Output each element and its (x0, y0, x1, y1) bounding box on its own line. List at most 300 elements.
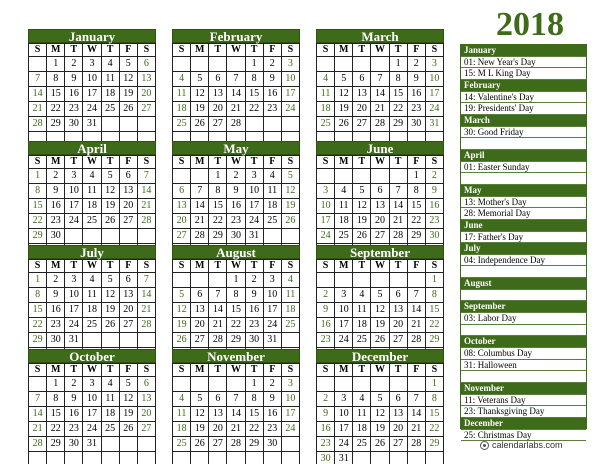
day-cell: 16 (65, 87, 83, 102)
day-cell: 7 (407, 288, 425, 303)
day-cell: 15 (389, 87, 407, 102)
weekday-header: W (227, 156, 245, 169)
month-name: September (316, 245, 444, 259)
calendarlabs-logo-icon (480, 441, 489, 450)
day-cell: 11 (173, 407, 191, 422)
day-cell: 16 (263, 87, 281, 102)
day-cell (119, 437, 137, 452)
day-cell (353, 452, 371, 464)
day-cell: 21 (137, 199, 155, 214)
week-row (317, 169, 444, 184)
day-cell: 5 (281, 169, 299, 184)
day-cell: 16 (425, 199, 443, 214)
day-cell: 17 (83, 407, 101, 422)
day-cell (119, 333, 137, 348)
day-cell (389, 273, 407, 288)
day-cell (101, 117, 119, 132)
day-cell: 28 (137, 214, 155, 229)
day-cell: 20 (137, 407, 155, 422)
day-cell: 16 (263, 407, 281, 422)
day-cell: 11 (83, 184, 101, 199)
weekday-header: T (65, 44, 83, 57)
weekday-header: M (335, 364, 353, 377)
weekday-header: T (353, 260, 371, 273)
week-row (173, 318, 300, 333)
day-cell (281, 229, 299, 244)
day-cell: 4 (173, 72, 191, 87)
week-row (173, 72, 300, 87)
week-row (173, 273, 300, 288)
day-cell (29, 57, 47, 72)
day-cell: 27 (137, 422, 155, 437)
week-row (317, 422, 444, 437)
day-cell: 24 (245, 214, 263, 229)
day-cell: 15 (227, 303, 245, 318)
week-row (29, 169, 156, 184)
day-cell: 28 (407, 333, 425, 348)
day-cell: 5 (191, 392, 209, 407)
weekday-header: F (407, 156, 425, 169)
day-cell: 21 (407, 422, 425, 437)
holiday-month-header: July (461, 243, 586, 255)
day-cell: 23 (47, 214, 65, 229)
day-cell: 29 (407, 229, 425, 244)
day-cell: 22 (227, 318, 245, 333)
day-cell: 13 (209, 407, 227, 422)
day-cell: 17 (65, 199, 83, 214)
weekday-header: T (101, 44, 119, 57)
weekday-header: T (353, 44, 371, 57)
day-cell: 20 (389, 422, 407, 437)
day-cell: 2 (245, 273, 263, 288)
month-may (172, 141, 300, 259)
day-cell: 26 (191, 437, 209, 452)
day-cell: 4 (353, 288, 371, 303)
day-cell: 29 (227, 333, 245, 348)
day-cell: 29 (245, 437, 263, 452)
day-cell: 13 (353, 87, 371, 102)
day-cell: 17 (335, 318, 353, 333)
day-cell: 26 (173, 333, 191, 348)
day-cell: 23 (407, 102, 425, 117)
weekday-header: S (425, 44, 443, 57)
day-cell: 27 (353, 117, 371, 132)
day-cell: 31 (425, 117, 443, 132)
month-name: November (172, 349, 300, 363)
day-cell: 21 (137, 303, 155, 318)
day-cell: 14 (227, 407, 245, 422)
day-cell (371, 273, 389, 288)
day-cell: 3 (317, 184, 335, 199)
weekday-header: M (47, 156, 65, 169)
weekday-header: T (209, 44, 227, 57)
day-cell: 8 (425, 288, 443, 303)
day-cell: 1 (209, 169, 227, 184)
day-cell (83, 333, 101, 348)
day-cell: 20 (209, 102, 227, 117)
day-cell: 12 (371, 407, 389, 422)
day-cell: 12 (335, 87, 353, 102)
day-cell: 18 (173, 422, 191, 437)
day-cell: 29 (425, 333, 443, 348)
holiday-entry: 25: Christmas Day (461, 430, 586, 442)
day-cell (65, 452, 83, 464)
week-row (317, 273, 444, 288)
day-cell (263, 117, 281, 132)
day-cell: 6 (209, 72, 227, 87)
day-cell: 28 (371, 117, 389, 132)
day-cell (227, 57, 245, 72)
day-cell (173, 57, 191, 72)
day-cell: 21 (407, 318, 425, 333)
day-cell: 4 (101, 57, 119, 72)
day-cell (389, 377, 407, 392)
day-cell: 18 (353, 318, 371, 333)
weekday-header: F (263, 44, 281, 57)
day-cell: 7 (191, 184, 209, 199)
day-cell: 13 (209, 87, 227, 102)
day-cell: 4 (335, 184, 353, 199)
day-cell: 15 (425, 407, 443, 422)
day-cell: 17 (263, 303, 281, 318)
day-cell: 26 (119, 422, 137, 437)
month-february (172, 29, 300, 147)
day-cell: 19 (119, 407, 137, 422)
month-name: March (316, 29, 444, 43)
day-cell: 6 (209, 392, 227, 407)
week-row (29, 437, 156, 452)
day-cell: 16 (245, 303, 263, 318)
day-cell (353, 57, 371, 72)
day-cell: 13 (119, 184, 137, 199)
day-cell: 2 (317, 288, 335, 303)
week-row (317, 288, 444, 303)
week-row (29, 273, 156, 288)
day-cell: 18 (101, 407, 119, 422)
day-cell: 1 (425, 377, 443, 392)
day-cell: 22 (425, 422, 443, 437)
day-cell: 22 (425, 318, 443, 333)
day-cell: 25 (83, 318, 101, 333)
day-cell: 15 (47, 407, 65, 422)
day-cell: 9 (47, 288, 65, 303)
day-cell: 7 (227, 72, 245, 87)
day-cell: 7 (137, 169, 155, 184)
day-cell (173, 377, 191, 392)
day-cell: 25 (83, 214, 101, 229)
day-cell: 23 (65, 102, 83, 117)
day-cell: 31 (83, 437, 101, 452)
day-cell: 21 (209, 318, 227, 333)
week-row (317, 57, 444, 72)
day-cell: 30 (245, 333, 263, 348)
day-cell: 23 (425, 214, 443, 229)
day-cell (191, 273, 209, 288)
day-cell: 3 (263, 273, 281, 288)
day-cell: 29 (47, 437, 65, 452)
day-cell: 30 (65, 437, 83, 452)
holiday-entry: 19: Presidents' Day (461, 103, 586, 115)
day-cell: 6 (371, 184, 389, 199)
day-cell: 25 (281, 318, 299, 333)
day-cell: 9 (317, 407, 335, 422)
day-cell (101, 437, 119, 452)
day-cell: 14 (209, 303, 227, 318)
weekday-header: S (281, 44, 299, 57)
week-row (317, 117, 444, 132)
day-cell: 19 (191, 422, 209, 437)
weekday-header: S (29, 156, 47, 169)
day-cell: 3 (425, 57, 443, 72)
day-cell: 18 (353, 422, 371, 437)
holiday-month-header: August (461, 278, 586, 290)
weekday-header: T (245, 364, 263, 377)
day-cell: 22 (245, 422, 263, 437)
day-cell: 28 (29, 117, 47, 132)
day-cell: 10 (65, 184, 83, 199)
day-cell: 4 (101, 377, 119, 392)
month-table (316, 43, 444, 147)
day-cell (119, 452, 137, 464)
month-table (316, 155, 444, 259)
day-cell: 10 (65, 288, 83, 303)
day-cell: 8 (389, 72, 407, 87)
month-table (172, 363, 300, 464)
day-cell (353, 377, 371, 392)
week-row (173, 333, 300, 348)
week-row (173, 422, 300, 437)
day-cell: 5 (353, 184, 371, 199)
day-cell: 25 (263, 214, 281, 229)
day-cell: 14 (227, 87, 245, 102)
day-cell: 15 (29, 199, 47, 214)
day-cell: 11 (101, 72, 119, 87)
day-cell: 2 (263, 377, 281, 392)
day-cell: 3 (83, 377, 101, 392)
month-october (28, 349, 156, 464)
month-table (172, 155, 300, 259)
week-row (29, 452, 156, 464)
weekday-header: T (245, 44, 263, 57)
week-row (29, 229, 156, 244)
day-cell: 18 (281, 303, 299, 318)
day-cell: 11 (173, 87, 191, 102)
month-june (316, 141, 444, 259)
holiday-entry: 11: Veterans Day (461, 395, 586, 407)
day-cell: 26 (119, 102, 137, 117)
day-cell: 19 (101, 303, 119, 318)
day-cell: 3 (335, 288, 353, 303)
day-cell (263, 229, 281, 244)
weekday-header: S (281, 364, 299, 377)
week-row (29, 303, 156, 318)
day-cell: 4 (173, 392, 191, 407)
day-cell (335, 57, 353, 72)
month-november (172, 349, 300, 464)
footer-credit[interactable] (480, 440, 563, 450)
week-row (173, 184, 300, 199)
day-cell: 11 (335, 199, 353, 214)
day-cell: 27 (191, 333, 209, 348)
day-cell: 15 (209, 199, 227, 214)
day-cell: 7 (29, 72, 47, 87)
weekday-header: T (101, 364, 119, 377)
day-cell: 21 (191, 214, 209, 229)
day-cell: 2 (65, 57, 83, 72)
day-cell: 8 (407, 184, 425, 199)
day-cell: 28 (209, 333, 227, 348)
day-cell: 20 (353, 102, 371, 117)
day-cell: 2 (227, 169, 245, 184)
week-row (29, 214, 156, 229)
week-row (29, 87, 156, 102)
day-cell: 10 (281, 72, 299, 87)
holiday-entry: 08: Columbus Day (461, 348, 586, 360)
day-cell (389, 169, 407, 184)
day-cell: 17 (83, 87, 101, 102)
weekday-header: T (245, 260, 263, 273)
holiday-entry: 13: Mother's Day (461, 197, 586, 209)
weekday-header: M (191, 364, 209, 377)
day-cell: 10 (335, 407, 353, 422)
day-cell: 16 (227, 199, 245, 214)
weekday-header: F (407, 364, 425, 377)
day-cell: 27 (389, 437, 407, 452)
week-row (173, 214, 300, 229)
day-cell (209, 377, 227, 392)
month-name: April (28, 141, 156, 155)
day-cell: 23 (227, 214, 245, 229)
weekday-header: T (65, 364, 83, 377)
weekday-header: S (317, 44, 335, 57)
day-cell (209, 57, 227, 72)
day-cell: 11 (353, 407, 371, 422)
day-cell: 18 (83, 303, 101, 318)
weekday-header: S (317, 156, 335, 169)
week-row (173, 377, 300, 392)
day-cell: 29 (389, 117, 407, 132)
day-cell: 15 (47, 87, 65, 102)
day-cell (83, 229, 101, 244)
day-cell: 23 (317, 437, 335, 452)
day-cell: 2 (263, 57, 281, 72)
week-row (29, 392, 156, 407)
week-row (173, 303, 300, 318)
weekday-header: M (191, 156, 209, 169)
day-cell: 21 (389, 214, 407, 229)
holiday-month-header: January (461, 45, 586, 57)
day-cell: 28 (407, 437, 425, 452)
week-row (173, 117, 300, 132)
week-row (317, 303, 444, 318)
day-cell: 12 (101, 288, 119, 303)
day-cell: 1 (245, 57, 263, 72)
day-cell: 6 (119, 273, 137, 288)
day-cell: 14 (407, 303, 425, 318)
day-cell (119, 229, 137, 244)
week-row (29, 57, 156, 72)
holiday-entry: 17: Father's Day (461, 232, 586, 244)
week-row (173, 407, 300, 422)
day-cell: 5 (119, 377, 137, 392)
day-cell: 26 (353, 229, 371, 244)
day-cell: 13 (137, 72, 155, 87)
day-cell: 16 (47, 199, 65, 214)
holiday-month-header: June (461, 220, 586, 232)
week-row (317, 377, 444, 392)
day-cell: 26 (335, 117, 353, 132)
day-cell: 21 (227, 102, 245, 117)
day-cell: 22 (29, 214, 47, 229)
day-cell (281, 117, 299, 132)
day-cell: 30 (227, 229, 245, 244)
weekday-header: M (335, 156, 353, 169)
day-cell: 5 (371, 392, 389, 407)
day-cell: 28 (191, 229, 209, 244)
day-cell: 27 (371, 229, 389, 244)
day-cell: 9 (245, 288, 263, 303)
month-september (316, 245, 444, 363)
day-cell: 14 (407, 407, 425, 422)
day-cell: 5 (371, 288, 389, 303)
day-cell (371, 452, 389, 464)
week-row (317, 199, 444, 214)
day-cell: 9 (425, 184, 443, 199)
day-cell: 25 (317, 117, 335, 132)
weekday-header: S (317, 260, 335, 273)
day-cell: 10 (317, 199, 335, 214)
day-cell: 12 (191, 87, 209, 102)
day-cell: 13 (371, 199, 389, 214)
day-cell (371, 377, 389, 392)
day-cell: 24 (83, 102, 101, 117)
day-cell: 23 (65, 422, 83, 437)
day-cell (137, 333, 155, 348)
day-cell: 20 (137, 87, 155, 102)
holiday-entry (461, 173, 586, 185)
day-cell: 9 (65, 72, 83, 87)
holiday-entry (461, 325, 586, 337)
weekday-header: S (281, 260, 299, 273)
weekday-header: M (47, 260, 65, 273)
day-cell: 25 (173, 117, 191, 132)
day-cell: 5 (101, 169, 119, 184)
day-cell: 12 (353, 199, 371, 214)
week-row (317, 437, 444, 452)
month-name: October (28, 349, 156, 363)
day-cell: 9 (317, 303, 335, 318)
day-cell: 26 (281, 214, 299, 229)
day-cell: 2 (47, 273, 65, 288)
day-cell: 25 (101, 422, 119, 437)
week-row (173, 437, 300, 452)
weekday-header: S (317, 364, 335, 377)
day-cell: 3 (83, 57, 101, 72)
day-cell: 1 (47, 57, 65, 72)
weekday-header: S (425, 364, 443, 377)
weekday-header: T (209, 260, 227, 273)
weekday-header: T (101, 260, 119, 273)
holiday-month-header: December (461, 418, 586, 430)
month-table (172, 43, 300, 147)
day-cell: 17 (281, 407, 299, 422)
day-cell: 15 (245, 87, 263, 102)
weekday-header: M (47, 44, 65, 57)
day-cell: 3 (281, 57, 299, 72)
calendar-year-title: 2018 (496, 6, 564, 43)
day-cell (407, 377, 425, 392)
day-cell: 26 (101, 214, 119, 229)
